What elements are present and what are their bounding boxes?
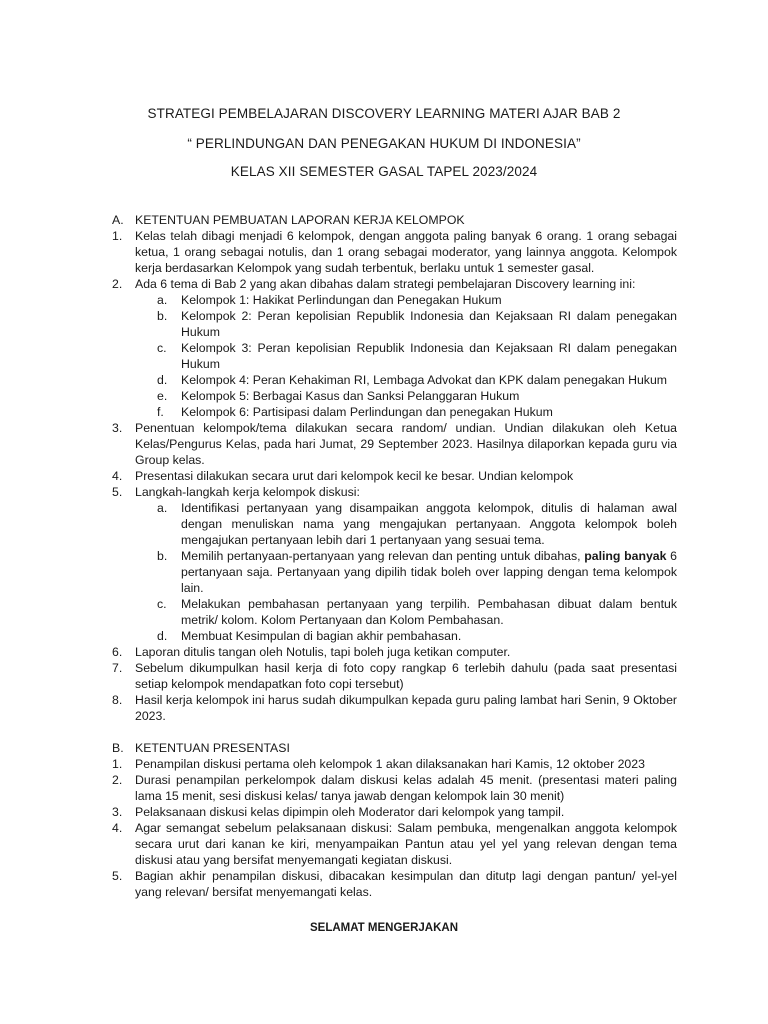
item-number: 2. [112, 773, 123, 787]
item-number: 8. [112, 693, 123, 707]
sub-list-item [0, 500, 768, 548]
section-b-heading [0, 740, 768, 756]
sub-list-item [0, 596, 768, 628]
list-item [0, 484, 768, 500]
item-number: 5. [112, 485, 123, 499]
item-text: Durasi penampilan perkelompok dalam diskusi kelas adalah 45 menit. (presentasi materi paling lama 15 menit, sesi diskusi kelas/ tanya jawab dengan kelompok lain 30 menit) [135, 773, 677, 803]
list-item [0, 228, 768, 276]
item-text: Kelompok 2: Peran kepolisian Republik Indonesia dan Kejaksaan RI dalam penegakan Hukum [181, 309, 677, 339]
item-text: Kelompok 1: Hakikat Perlindungan dan Penegakan Hukum [181, 293, 502, 307]
list-item [0, 468, 768, 484]
item-letter: d. [157, 373, 168, 387]
item-letter: a. [157, 293, 168, 307]
spacer [0, 724, 768, 740]
item-number: 5. [112, 869, 123, 883]
item-number: 4. [112, 821, 123, 835]
item-letter: b. [157, 549, 168, 563]
item-letter: c. [157, 341, 167, 355]
list-item [0, 660, 768, 692]
document-class-info: KELAS XII SEMESTER GASAL TAPEL 2023/2024 [230, 164, 538, 179]
item-number: 6. [112, 645, 123, 659]
item-text: Melakukan pembahasan pertanyaan yang terpilih. Pembahasan dibuat dalam bentuk metrik/ kolom. Kolom Pertanyaan dan Kolom Pembahasan. [181, 597, 677, 627]
item-text: Kelompok 6: Partisipasi dalam Perlindungan dan penegakan Hukum [181, 405, 553, 419]
item-text-part: 6 pertanyaan saja. Pertanyaan yang dipilih tidak boleh over lapping dengan tema kelompok lain. [181, 549, 677, 595]
item-text: Kelompok 5: Berbagai Kasus dan Sanksi Pelanggaran Hukum [181, 389, 520, 403]
closing-text: SELAMAT MENGERJAKAN [309, 922, 458, 934]
item-letter: d. [157, 629, 168, 643]
list-item [0, 644, 768, 660]
item-number: 7. [112, 661, 123, 675]
item-text: Penentuan kelompok/tema dilakukan secara random/ undian. Undian dilakukan oleh Ketua Kelas/Pengurus Kelas, pada hari Jumat, 29 September 2023. Hasilnya dilaporkan kepada guru via Group kelas. [135, 421, 677, 467]
list-item [0, 804, 768, 820]
item-text: Penampilan diskusi pertama oleh kelompok 1 akan dilaksanakan hari Kamis, 12 oktober 2023 [135, 757, 645, 771]
list-item [0, 820, 768, 868]
item-letter: c. [157, 597, 167, 611]
item-text: Agar semangat sebelum pelaksanaan diskusi: Salam pembuka, mengenalkan anggota kelompok secara urut dari kanan ke kiri, menyampaikan Pantun atau yel yel yang relevan dengan tema diskusi atau yang bersifat menyemangati kegiatan diskusi. [135, 821, 677, 867]
item-text: Identifikasi pertanyaan yang disampaikan anggota kelompok, ditulis di halaman awal dengan menuliskan nama yang mengajukan pertanyaan. Anggota kelompok boleh mengajukan pertanyaan lebih dari 1 pertanyaan yang sesuai tema. [181, 501, 677, 547]
list-item [0, 756, 768, 772]
section-a-heading [0, 212, 768, 228]
item-number: 2. [112, 277, 123, 291]
sub-list-item [0, 548, 768, 596]
item-letter: a. [157, 501, 168, 515]
sub-list-item [0, 372, 768, 388]
item-text: Membuat Kesimpulan di bagian akhir pembahasan. [181, 629, 462, 643]
document-subtitle: “ PERLINDUNGAN DAN PENEGAKAN HUKUM DI INDONESIA” [187, 136, 581, 151]
list-item [0, 868, 768, 900]
item-text: Ada 6 tema di Bab 2 yang akan dibahas dalam strategi pembelajaran Discovery learning ini: [135, 277, 636, 291]
list-item [0, 420, 768, 468]
item-number: 3. [112, 805, 123, 819]
item-number: 3. [112, 421, 123, 435]
section-title: KETENTUAN PEMBUATAN LAPORAN KERJA KELOMPOK [135, 213, 465, 227]
document-title: STRATEGI PEMBELAJARAN DISCOVERY LEARNING MATERI AJAR BAB 2 [147, 106, 621, 121]
item-text: Langkah-langkah kerja kelompok diskusi: [135, 485, 360, 499]
item-text [181, 548, 677, 596]
list-item [0, 772, 768, 804]
item-text: Hasil kerja kelompok ini harus sudah dikumpulkan kepada guru paling lambat hari Senin, 9 Oktober 2023. [135, 693, 677, 723]
section-marker: B. [112, 741, 124, 755]
list-item [0, 276, 768, 292]
item-text: Bagian akhir penampilan diskusi, dibacakan kesimpulan dan ditutp lagi dengan pantun/ yel-yel yang relevan/ bersifat menyemangati kelas. [135, 869, 677, 899]
item-text: Presentasi dilakukan secara urut dari kelompok kecil ke besar. Undian kelompok [135, 469, 574, 483]
item-text: Kelas telah dibagi menjadi 6 kelompok, dengan anggota paling banyak 6 orang. 1 orang sebagai ketua, 1 orang sebagai notulis, dan 1 orang sebagai moderator, yang lainnya anggota. Kelompok kerja berdasarkan Kelompok yang sudah terbentuk, berlaku untuk 1 semester gasal. [135, 229, 677, 275]
item-text: Pelaksanaan diskusi kelas dipimpin oleh Moderator dari kelompok yang tampil. [135, 805, 565, 819]
sub-list-item [0, 628, 768, 644]
item-text: Laporan ditulis tangan oleh Notulis, tapi boleh juga ketikan computer. [135, 645, 511, 659]
item-letter: b. [157, 309, 168, 323]
sub-list-item [0, 308, 768, 340]
sub-list-item [0, 340, 768, 372]
item-letter: e. [157, 389, 168, 403]
item-number: 1. [112, 757, 123, 771]
sub-list-item [0, 292, 768, 308]
sub-list-item [0, 388, 768, 404]
section-marker: A. [112, 213, 124, 227]
emphasis-text: paling banyak [584, 549, 667, 563]
item-text: Sebelum dikumpulkan hasil kerja di foto copy rangkap 6 terlebih dahulu (pada saat presentasi setiap kelompok mendapatkan foto copi tersebut) [135, 661, 677, 691]
document-body [0, 212, 768, 900]
item-text: Kelompok 4: Peran Kehakiman RI, Lembaga Advokat dan KPK dalam penegakan Hukum [181, 373, 668, 387]
item-letter: f. [157, 405, 164, 419]
item-text: Kelompok 3: Peran kepolisian Republik Indonesia dan Kejaksaan RI dalam penegakan Hukum [181, 341, 677, 371]
item-text-part: Memilih pertanyaan-pertanyaan yang relevan dan penting untuk dibahas, [181, 549, 585, 563]
item-number: 4. [112, 469, 123, 483]
item-number: 1. [112, 229, 123, 243]
section-title: KETENTUAN PRESENTASI [135, 741, 290, 755]
list-item [0, 692, 768, 724]
sub-list-item [0, 404, 768, 420]
